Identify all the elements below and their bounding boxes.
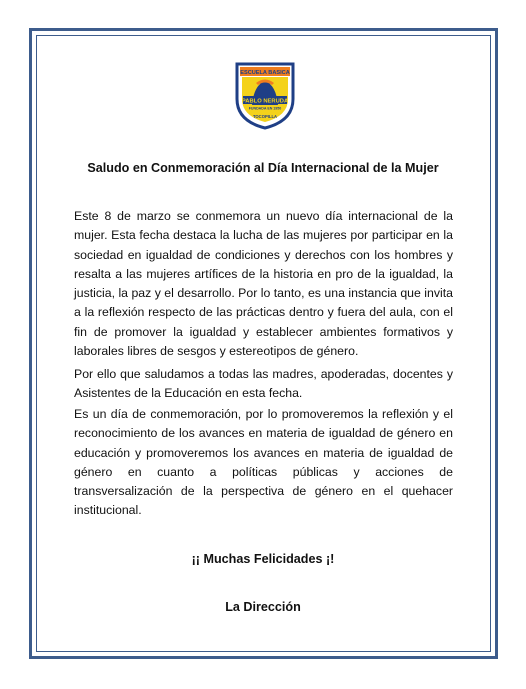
logo-name-text: PABLO NERUDA bbox=[241, 98, 289, 105]
paragraph-intro: Este 8 de marzo se conmemora un nuevo día internacional de la mujer. Esta fecha destaca la lucha de las mujeres por participar en la sociedad en igualdad de condiciones y derechos con los hombres y resalta a las mujeres artífices de la historia en pro de la igualdad, la justicia, la paz y el desarrollo. Por lo tanto, es una instancia que invita a la reflexión respecto de las prácticas dentro y fuera del aula, con el fin de promover la igualdad y establecer ambientes formativos y laborales libres de sesgos y estereotipos de género. bbox=[74, 209, 453, 359]
congratulations-line: ¡¡ Muchas Felicidades ¡! bbox=[191, 552, 335, 566]
paragraph-greeting: Por ello que saludamos a todas las madres, apoderadas, docentes y Asistentes de la Educación en esta fecha. bbox=[74, 367, 453, 401]
logo-city-text: TOCOPILLA bbox=[252, 114, 278, 119]
paragraph-commemoration: Es un día de conmemoración, por lo promoveremos la reflexión y el reconocimiento de los avances en materia de igualdad de género en educación y promoveremos los avances en materia de igualdad de género en cuanto a políticas públicas y acciones de transversalización de la perspectiva de género en el quehacer institucional. bbox=[74, 407, 453, 518]
signature: La Dirección bbox=[225, 600, 301, 614]
logo-top-text: ESCUELA BASICA bbox=[240, 70, 290, 76]
logo-founded-text: FUNDADA EN 1950 bbox=[248, 106, 282, 111]
school-crest-logo bbox=[234, 61, 296, 131]
document-title: Saludo en Conmemoración al Día Internacional de la Mujer bbox=[87, 161, 439, 175]
